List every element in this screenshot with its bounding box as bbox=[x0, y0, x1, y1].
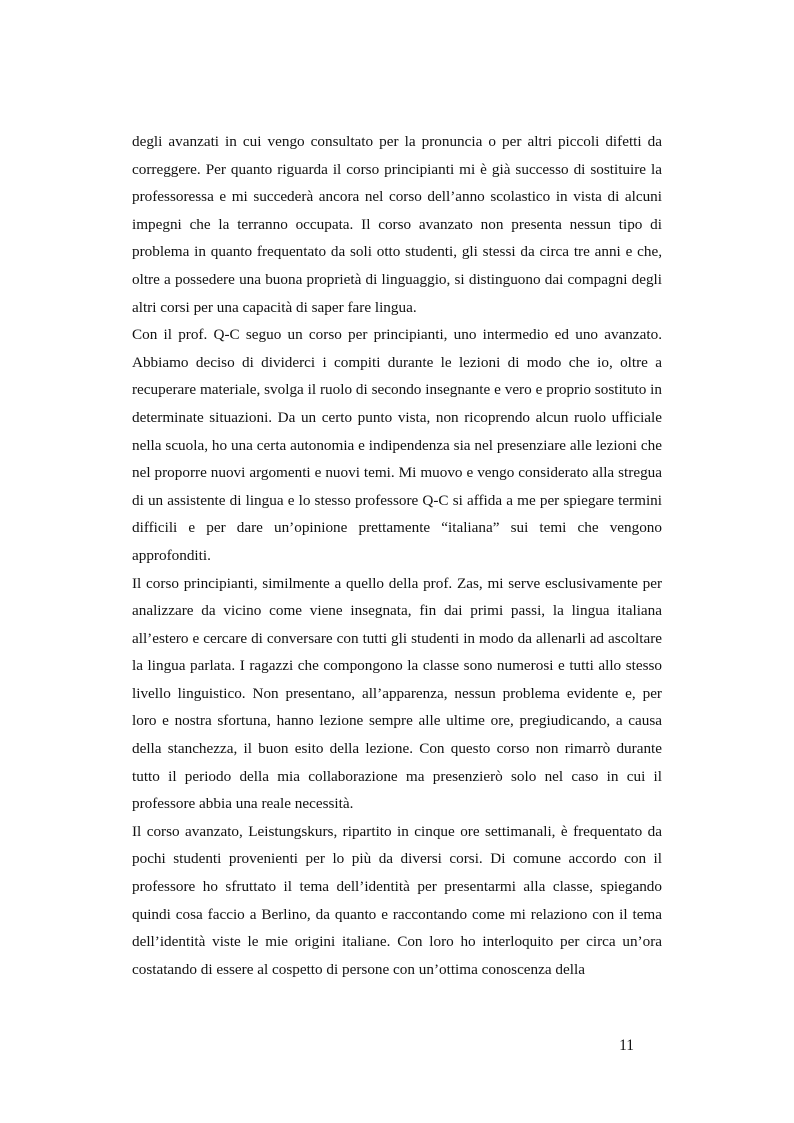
paragraph-3: Il corso principianti, similmente a quello della prof. Zas, mi serve esclusivamente per analizzare da vicino come viene insegnata, fin dai primi passi, la lingua italiana all’estero e cercare di conversare con tutti gli studenti in modo da allenarli ad ascoltare la lingua parlata. I ragazzi che compongono la classe sono numerosi e tutti allo stesso livello linguistico. Non presentano, all’apparenza, nessun problema evidente e, per loro e nostra sfortuna, hanno lezione sempre alle ultime ore, pregiudicando, a causa della stanchezza, il buon esito della lezione. Con questo corso non rimarrò durante tutto il periodo della mia collaborazione ma presenzierò solo nel caso in cui il professore abbia una reale necessità. bbox=[132, 574, 662, 813]
paragraph-2: Con il prof. Q-C seguo un corso per principianti, uno intermedio ed uno avanzato. Abbiamo deciso di dividerci i compiti durante le lezioni di modo che io, oltre a recuperare materiale, svolga il ruolo di secondo insegnante e vero e proprio sostituto in determinate situazioni. Da un certo punto vista, non ricoprendo alcun ruolo ufficiale nella scuola, ho una certa autonomia e indipendenza sia nel presenziare alle lezioni che nel proporre nuovi argomenti e nuovi temi. Mi muovo e vengo considerato alla stregua di un assistente di lingua e lo stesso professore Q-C si affida a me per spiegare termini difficili e per dare un’opinione prettamente “italiana” sui temi che vengono approfonditi. bbox=[132, 326, 662, 564]
paragraph-4: Il corso avanzato, Leistungskurs, ripartito in cinque ore settimanali, è frequentato da pochi studenti provenienti per lo più da diversi corsi. Di comune accordo con il professore ho sfruttato il tema dell’identità per presentarmi alla classe, spiegando quindi cosa faccio a Berlino, da quanto e raccontando come mi relaziono con il tema dell’identità viste le mie origini italiane. Con loro ho interloquito per circa un’ora costatando di essere al cospetto di persone con un’ottima conoscenza della bbox=[132, 822, 662, 978]
body-text bbox=[132, 128, 662, 983]
paragraph-1: degli avanzati in cui vengo consultato per la pronuncia o per altri piccoli difetti da correggere. Per quanto riguarda il corso principianti mi è già successo di sostituire la professoressa e mi succederà ancora nel corso dell’anno scolastico in vista di alcuni impegni che la terranno occupata. Il corso avanzato non presenta nessun tipo di problema in quanto frequentato da soli otto studenti, gli stessi da circa tre anni e che, oltre a possedere una buona proprietà di linguaggio, si distinguono dai compagni degli altri corsi per una capacità di saper fare lingua. bbox=[132, 133, 662, 316]
page-number: 11 bbox=[619, 1037, 634, 1054]
